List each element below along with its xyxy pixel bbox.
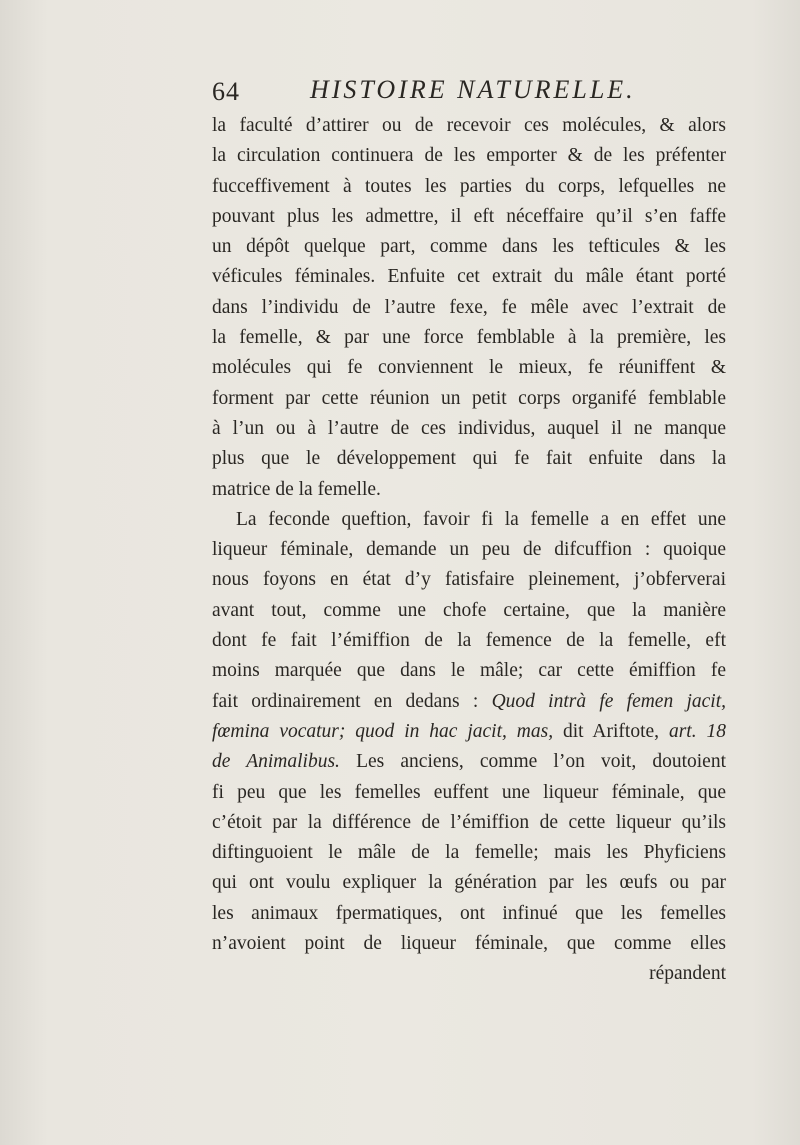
citation: art. 18	[668, 720, 726, 742]
text-line: à l’un ou à l’autre de ces individus, auquel il ne manque	[212, 417, 726, 439]
text-line: la circulation continuera de les emporter & de les préfenter	[212, 145, 726, 167]
text-line: les animaux fpermatiques, ont infinué que les femelles	[212, 902, 726, 924]
text-line: forment par cette réunion un petit corps organifé femblable	[212, 387, 726, 409]
text-line: plus que le développement qui fe fait enfuite dans la	[212, 448, 726, 470]
text-line: La feconde queftion, favoir fi la femelle a en effet une	[236, 508, 726, 530]
text-span: Les anciens, comme l’on voit, doutoient	[356, 751, 726, 773]
catchword: répandent	[649, 963, 726, 985]
latin-quote: Quod intrà fe femen jacit,	[491, 690, 726, 712]
text-line: molécules qui fe conviennent le mieux, fe réuniffent &	[212, 357, 726, 379]
running-title: HISTOIRE NATURELLE.	[310, 75, 636, 104]
text-line: pouvant plus les admettre, il eft néceffaire qu’il s’en faffe	[212, 205, 726, 227]
text-line: matrice de la femelle.	[212, 478, 381, 500]
text-span: dit Ariftote,	[563, 720, 660, 742]
text-line: véficules féminales. Enfuite cet extrait du mâle étant porté	[212, 266, 726, 288]
latin-quote: fœmina vocatur; quod in hac jacit, mas,	[212, 720, 554, 742]
text-line	[212, 717, 726, 747]
text-line: fucceffivement à toutes les parties du corps, lefquelles ne	[212, 175, 726, 197]
text-line: qui ont voulu expliquer la génération par les œufs ou par	[212, 872, 726, 894]
page-body	[212, 111, 726, 990]
text-line: diftinguoient le mâle de la femelle; mais les Phyficiens	[212, 842, 726, 864]
text-span: fait ordinairement en dedans :	[212, 690, 479, 712]
text-line: liqueur féminale, demande un peu de difcuffion : quoique	[212, 539, 726, 561]
text-line: nous foyons en état d’y fatisfaire pleinement, j’obferverai	[212, 569, 726, 591]
text-line: dont fe fait l’émiffion de la femence de la femelle, eft	[212, 630, 726, 652]
text-line: n’avoient point de liqueur féminale, que comme elles	[212, 933, 726, 955]
text-line: c’étoit par la différence de l’émiffion de cette liqueur qu’ils	[212, 811, 726, 833]
page-number: 64	[212, 77, 240, 106]
text-line: avant tout, comme une chofe certaine, que la manière	[212, 599, 726, 621]
text-line: moins marquée que dans le mâle; car cette émiffion fe	[212, 660, 726, 682]
text-line	[212, 687, 726, 717]
text-line: la femelle, & par une force femblable à la première, les	[212, 327, 726, 349]
text-line: dans l’individu de l’autre fexe, fe mêle avec l’extrait de	[212, 296, 726, 318]
text-line	[212, 747, 726, 777]
text-line: un dépôt quelque part, comme dans les tefticules & les	[212, 236, 726, 258]
page-header	[212, 75, 692, 111]
citation: de Animalibus.	[212, 751, 340, 773]
text-line: la faculté d’attirer ou de recevoir ces molécules, & alors	[212, 115, 726, 136]
text-line: fi peu que les femelles euffent une liqueur féminale, que	[212, 781, 726, 803]
